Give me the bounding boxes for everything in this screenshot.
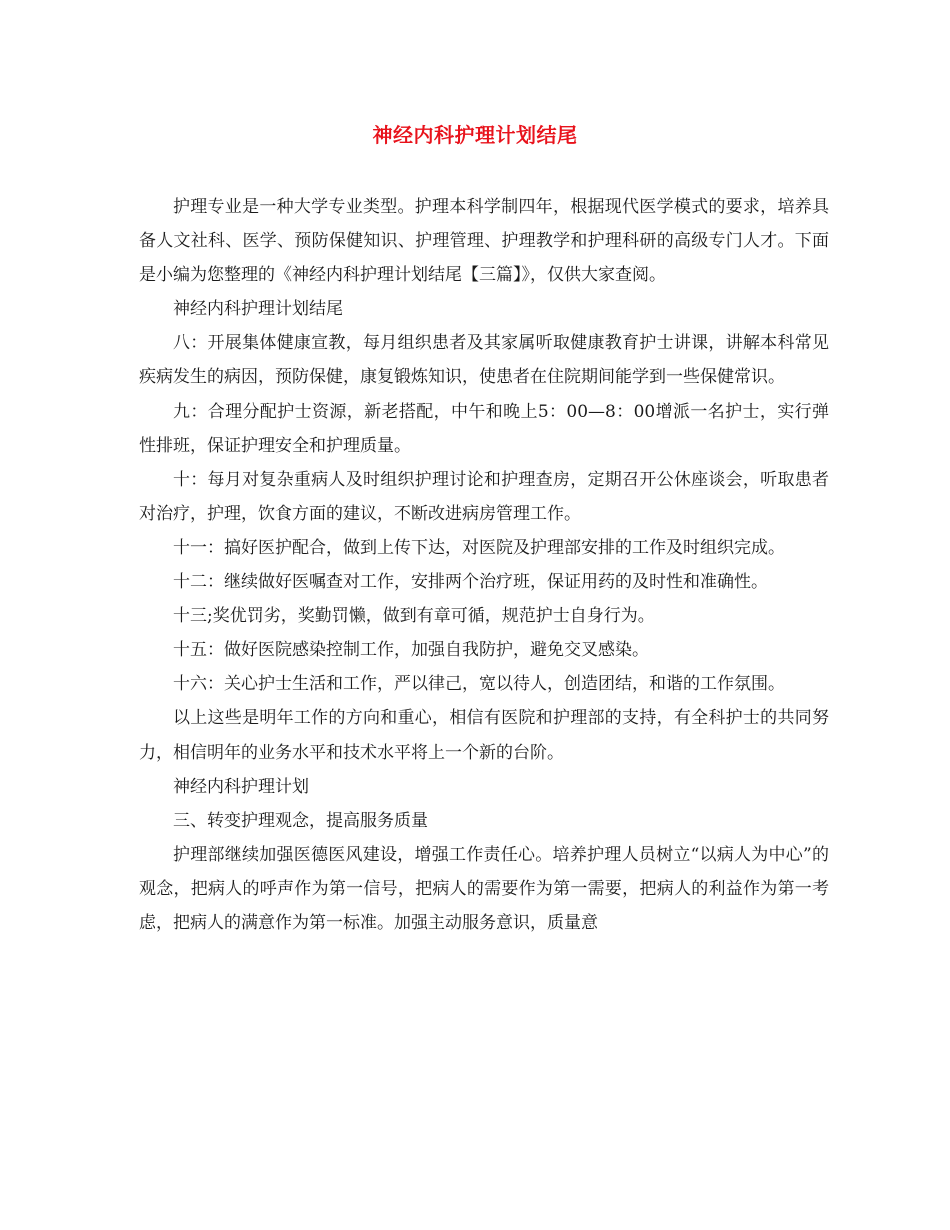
- paragraph-item-12: 十二：继续做好医嘱查对工作，安排两个治疗班，保证用药的及时性和准确性。: [173, 572, 768, 593]
- paragraph-summary: 以上这些是明年工作的方向和重心，相信有医院和护理部的支持，有全科护士的共同努力，相信明年的业务水平和技术水平将上一个新的台阶。: [139, 708, 829, 763]
- paragraph-item-8: 八：开展集体健康宣教，每月组织患者及其家属听取健康教育护士讲课，讲解本科常见疾病发生的病因，预防保健，康复锻炼知识，使患者在住院期间能学到一些保健常识。: [139, 333, 829, 388]
- paragraph-item-16: 十六：关心护士生活和工作，严以律己，宽以待人，创造团结，和谐的工作氛围。: [173, 674, 785, 695]
- paragraph-nursing-concept: 护理部继续加强医德医风建设，增强工作责任心。培养护理人员树立“以病人为中心”的观念，把病人的呼声作为第一信号，把病人的需要作为第一需要，把病人的利益作为第一考虑，把病人的满意作为第一标准。加强主动服务意识，质量意: [139, 844, 829, 933]
- section-heading-plan: 神经内科护理计划: [173, 776, 309, 797]
- paragraph-intro: 护理专业是一种大学专业类型。护理本科学制四年，根据现代医学模式的要求，培养具备人文社科、医学、预防保健知识、护理管理、护理教学和护理科研的高级专门人才。下面是小编为您整理的《神经内科护理计划结尾【三篇】》，仅供大家查阅。: [139, 197, 829, 286]
- document-body: [139, 190, 829, 940]
- document-title: 神经内科护理计划结尾: [372, 123, 578, 147]
- paragraph-item-11: 十一：搞好医护配合，做到上传下达，对医院及护理部安排的工作及时组织完成。: [173, 537, 785, 558]
- paragraph-item-10: 十：每月对复杂重病人及时组织护理讨论和护理查房，定期召开公休座谈会，听取患者对治疗，护理，饮食方面的建议，不断改进病房管理工作。: [139, 469, 829, 524]
- paragraph-item-15: 十五：做好医院感染控制工作，加强自我防护，避免交叉感染。: [173, 640, 649, 661]
- section-heading-plan-ending: 神经内科护理计划结尾: [173, 299, 343, 320]
- subsection-heading-3: 三、转变护理观念，提高服务质量: [173, 810, 428, 831]
- paragraph-item-13: 十三;奖优罚劣，奖勤罚懒，做到有章可循，规范护士自身行为。: [173, 606, 655, 627]
- paragraph-item-9: 九：合理分配护士资源，新老搭配，中午和晚上5：00—8：00增派一名护士，实行弹性排班，保证护理安全和护理质量。: [139, 401, 829, 456]
